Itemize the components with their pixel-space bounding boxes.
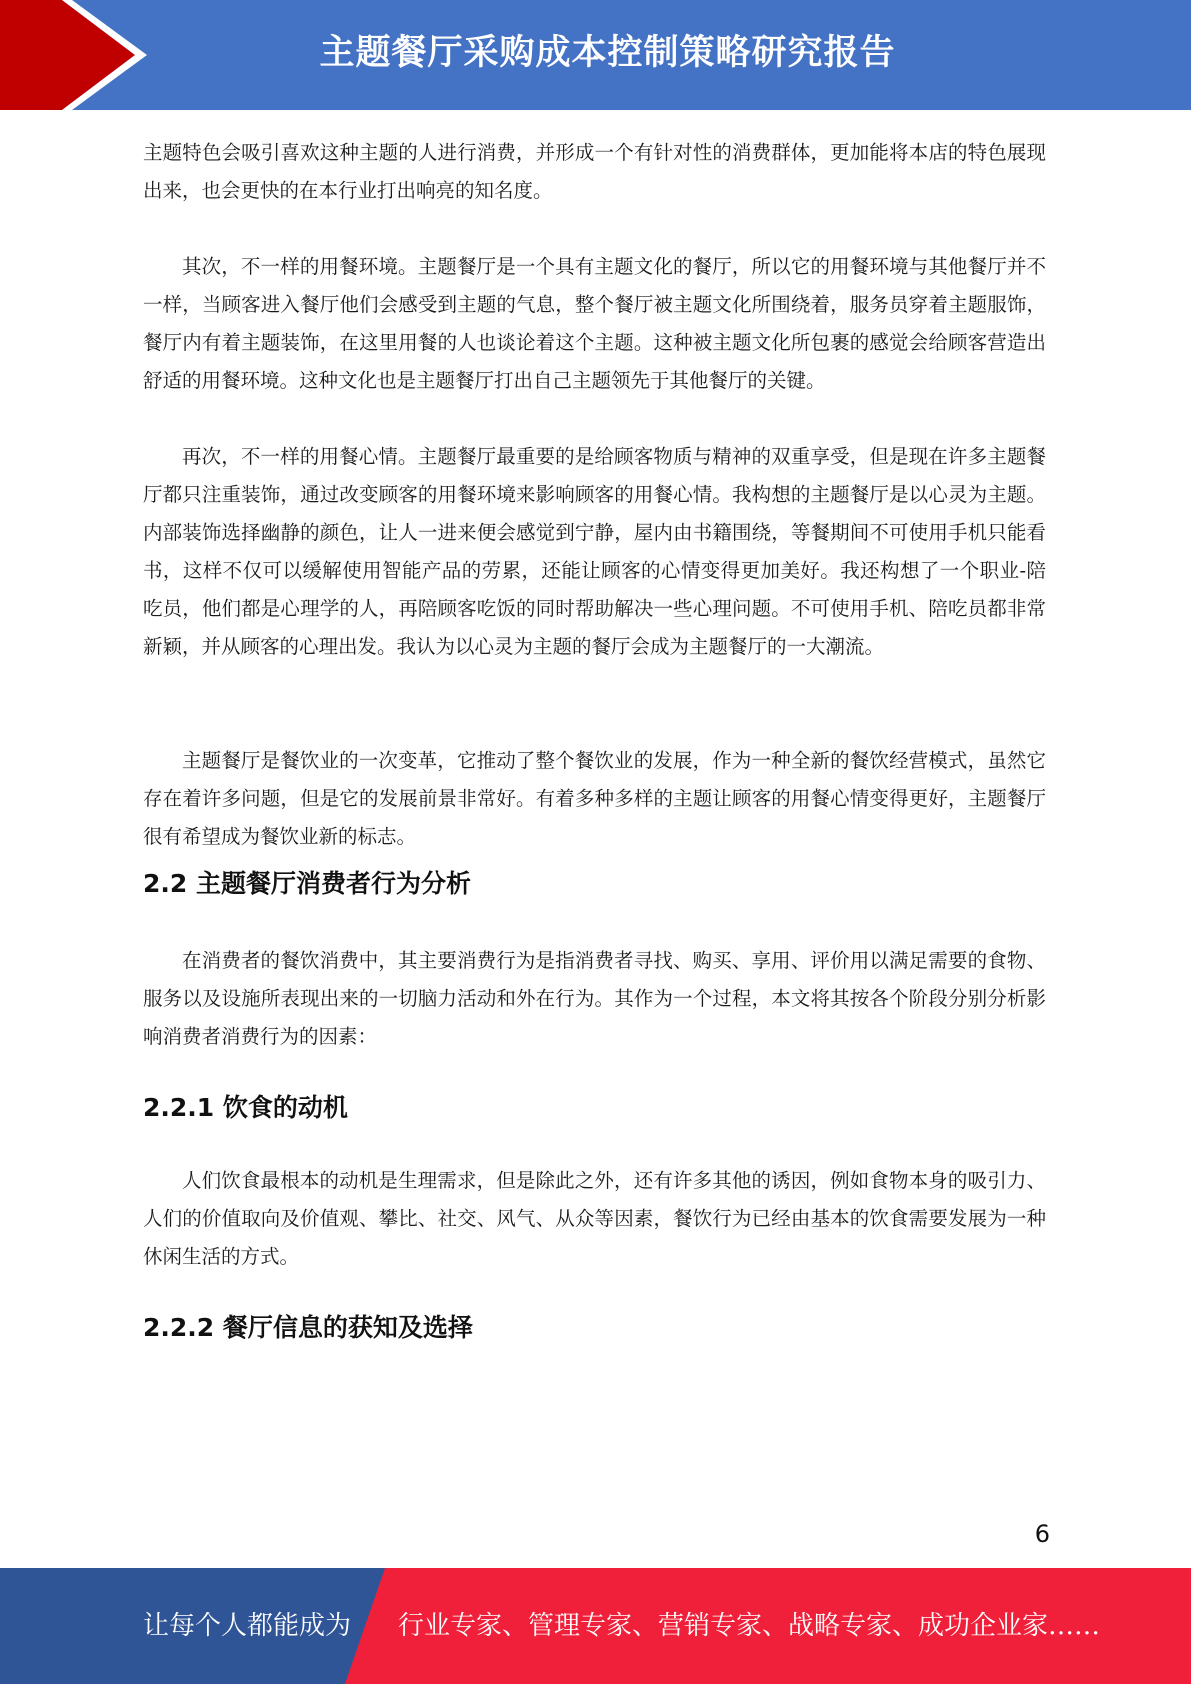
section-heading-2-2: 2.2 主题餐厅消费者行为分析	[143, 869, 471, 898]
page-header	[0, 0, 1191, 110]
paragraph-eating-motivation: 人们饮食最根本的动机是生理需求，但是除此之外，还有许多其他的诱因，例如食物本身的吸引力、人们的价值取向及价值观、攀比、社交、风气、从众等因素，餐饮行为已经由基本的饮食需要发展为一种休闲生活的方式。	[143, 1169, 1046, 1268]
page-number: 6	[1034, 1520, 1050, 1548]
section-heading-2-2-1: 2.2.1 饮食的动机	[143, 1093, 348, 1122]
footer-slogan-right: 行业专家、管理专家、营销专家、战略专家、成功企业家……	[398, 1611, 1101, 1641]
footer-slogan-left: 让每个人都能成为	[143, 1611, 352, 1641]
header-chevron-decoration	[0, 0, 160, 110]
main-content	[143, 134, 1046, 1346]
paragraph-consumer-behavior: 在消费者的餐饮消费中，其主要消费行为是指消费者寻找、购买、享用、评价用以满足需要的食物、服务以及设施所表现出来的一切脑力活动和外在行为。其作为一个过程，本文将其按各个阶段分别分析影响消费者消费行为的因素：	[143, 949, 1046, 1048]
section-heading-2-2-2: 2.2.2 餐厅信息的获知及选择	[143, 1313, 473, 1342]
paragraph-dining-mood: 再次，不一样的用餐心情。主题餐厅最重要的是给顾客物质与精神的双重享受，但是现在许多主题餐厅都只注重装饰，通过改变顾客的用餐环境来影响顾客的用餐心情。我构想的主题餐厅是以心灵为主题。内部装饰选择幽静的颜色，让人一进来便会感觉到宁静，屋内由书籍围绕，等餐期间不可使用手机只能看书，这样不仅可以缓解使用智能产品的劳累，还能让顾客的心情变得更加美好。我还构想了一个职业-陪吃员，他们都是心理学的人，再陪顾客吃饭的同时帮助解决一些心理问题。不可使用手机、陪吃员都非常新颖，并从顾客的心理出发。我认为以心灵为主题的餐厅会成为主题餐厅的一大潮流。	[143, 445, 1046, 658]
document-title: 主题餐厅采购成本控制策略研究报告	[319, 33, 896, 73]
paragraph-theme-features: 主题特色会吸引喜欢这种主题的人进行消费，并形成一个有针对性的消费群体，更加能将本店的特色展现出来，也会更快的在本行业打出响亮的知名度。	[143, 141, 1046, 202]
paragraph-industry-change: 主题餐厅是餐饮业的一次变革，它推动了整个餐饮业的发展，作为一种全新的餐饮经营模式，虽然它存在着许多问题，但是它的发展前景非常好。有着多种多样的主题让顾客的用餐心情变得更好，主题餐厅很有希望成为餐饮业新的标志。	[143, 749, 1046, 848]
page-footer	[0, 1568, 1191, 1684]
paragraph-dining-environment: 其次，不一样的用餐环境。主题餐厅是一个具有主题文化的餐厅，所以它的用餐环境与其他餐厅并不一样，当顾客进入餐厅他们会感受到主题的气息，整个餐厅被主题文化所围绕着，服务员穿着主题服饰，餐厅内有着主题装饰，在这里用餐的人也谈论着这个主题。这种被主题文化所包裹的感觉会给顾客营造出舒适的用餐环境。这种文化也是主题餐厅打出自己主题领先于其他餐厅的关键。	[143, 255, 1046, 392]
